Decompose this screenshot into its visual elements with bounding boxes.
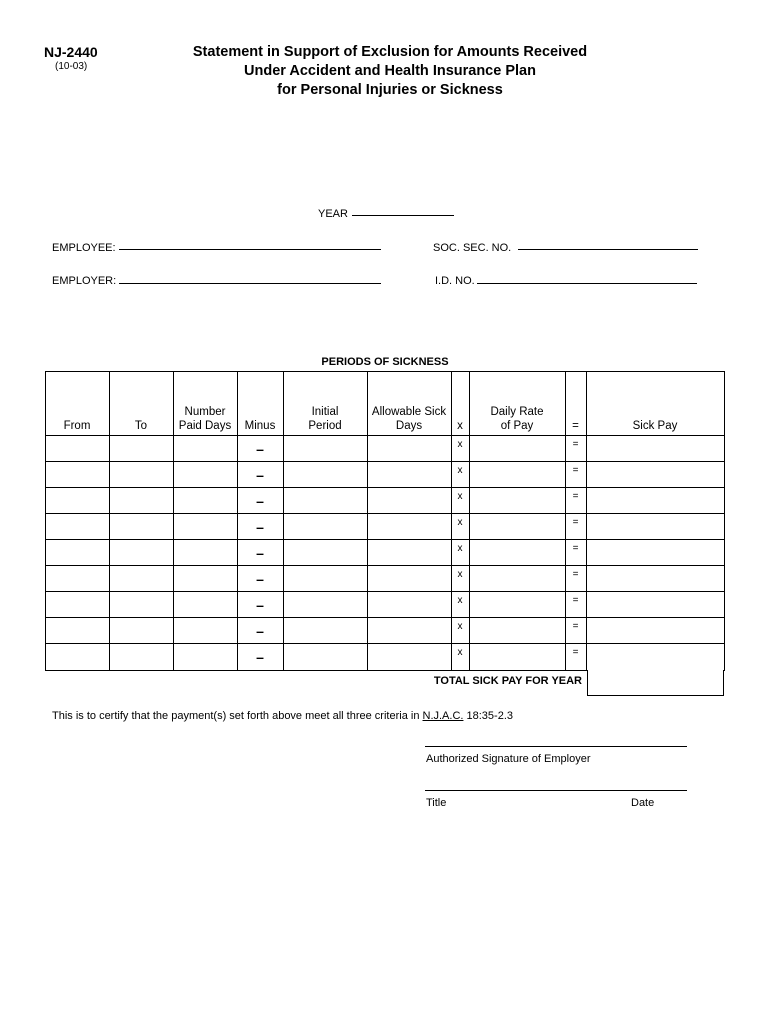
- ssn-label: SOC. SEC. NO.: [433, 242, 512, 254]
- row-equals: =: [572, 621, 579, 632]
- row-times: x: [457, 465, 463, 476]
- id-field[interactable]: [477, 283, 697, 284]
- header-paid-days-line-1: Number: [184, 406, 226, 418]
- ssn-field[interactable]: [518, 249, 698, 250]
- header-allowable-line-1: Allowable Sick: [371, 406, 447, 418]
- row-equals: =: [572, 543, 579, 554]
- row-times: x: [457, 517, 463, 528]
- row-times: x: [457, 543, 463, 554]
- row-minus: –: [256, 649, 264, 665]
- certification-text-end: 18:35-2.3: [463, 710, 513, 722]
- table-border-right: [724, 371, 725, 671]
- row-times: x: [457, 621, 463, 632]
- row-minus: –: [256, 441, 264, 457]
- row-times: x: [457, 595, 463, 606]
- row-equals: =: [572, 569, 579, 580]
- row-minus: –: [256, 623, 264, 639]
- table-border-bottom: [45, 670, 587, 671]
- form-number: NJ-2440: [44, 44, 98, 60]
- certification-reference: N.J.A.C.: [422, 710, 464, 722]
- header-rate-line-2: of Pay: [500, 420, 534, 432]
- row-equals: =: [572, 595, 579, 606]
- authorized-signature-field[interactable]: [425, 746, 687, 747]
- header-allowable-days: [367, 405, 451, 433]
- row-divider: [45, 487, 725, 488]
- row-times: x: [457, 439, 463, 450]
- employer-field[interactable]: [119, 283, 381, 284]
- title-line-3: for Personal Injuries or Sickness: [277, 82, 503, 98]
- certification-statement: [52, 710, 513, 722]
- title-line-2: Under Accident and Health Insurance Plan: [244, 63, 536, 79]
- col-divider: [109, 371, 110, 671]
- header-daily-rate: [469, 405, 565, 433]
- row-divider: [45, 591, 725, 592]
- row-minus: –: [256, 467, 264, 483]
- total-sick-pay-field[interactable]: [587, 670, 724, 696]
- employee-field[interactable]: [119, 249, 381, 250]
- row-divider: [45, 539, 725, 540]
- row-minus: –: [256, 519, 264, 535]
- total-sick-pay-label: TOTAL SICK PAY FOR YEAR: [433, 675, 582, 687]
- row-divider: [45, 565, 725, 566]
- title-line-1: Statement in Support of Exclusion for Amounts Received: [192, 44, 588, 60]
- section-title: PERIODS OF SICKNESS: [321, 356, 449, 368]
- sickness-table: [45, 371, 725, 671]
- row-equals: =: [572, 491, 579, 502]
- header-times: x: [457, 420, 463, 432]
- row-divider: [45, 461, 725, 462]
- row-equals: =: [572, 439, 579, 450]
- year-label: YEAR: [318, 208, 348, 220]
- row-times: x: [457, 569, 463, 580]
- row-divider: [45, 513, 725, 514]
- header-to: To: [134, 420, 148, 432]
- row-times: x: [457, 647, 463, 658]
- form-title: [160, 43, 620, 100]
- row-equals: =: [572, 517, 579, 528]
- header-from: From: [63, 420, 91, 432]
- date-label: Date: [631, 797, 655, 809]
- row-minus: –: [256, 597, 264, 613]
- table-border-top: [45, 371, 725, 372]
- row-minus: –: [256, 493, 264, 509]
- header-equals: =: [572, 420, 579, 432]
- row-divider: [45, 617, 725, 618]
- authorized-signature-label: Authorized Signature of Employer: [426, 753, 591, 765]
- header-allowable-line-2: Days: [395, 420, 423, 432]
- row-equals: =: [572, 647, 579, 658]
- header-initial-period: [283, 405, 367, 433]
- header-sick-pay: Sick Pay: [632, 420, 678, 432]
- header-initial-line-2: Period: [308, 420, 342, 432]
- row-minus: –: [256, 571, 264, 587]
- employee-label: EMPLOYEE:: [52, 242, 116, 254]
- header-paid-days: [173, 405, 237, 433]
- header-initial-line-1: Initial: [311, 406, 339, 418]
- header-minus: Minus: [244, 420, 276, 432]
- certification-text: This is to certify that the payment(s) set forth above meet all three criteria in: [52, 710, 423, 722]
- id-label: I.D. NO.: [435, 275, 475, 287]
- col-divider: [586, 371, 587, 671]
- row-divider: [45, 435, 725, 436]
- row-divider: [45, 643, 725, 644]
- row-minus: –: [256, 545, 264, 561]
- row-equals: =: [572, 465, 579, 476]
- title-label: Title: [426, 797, 447, 809]
- form-revision: (10-03): [55, 61, 88, 72]
- employer-label: EMPLOYER:: [52, 275, 117, 287]
- header-paid-days-line-2: Paid Days: [178, 420, 232, 432]
- title-date-field[interactable]: [425, 790, 687, 791]
- header-rate-line-1: Daily Rate: [490, 406, 544, 418]
- row-times: x: [457, 491, 463, 502]
- table-border-left: [45, 371, 46, 671]
- year-field[interactable]: [352, 215, 454, 216]
